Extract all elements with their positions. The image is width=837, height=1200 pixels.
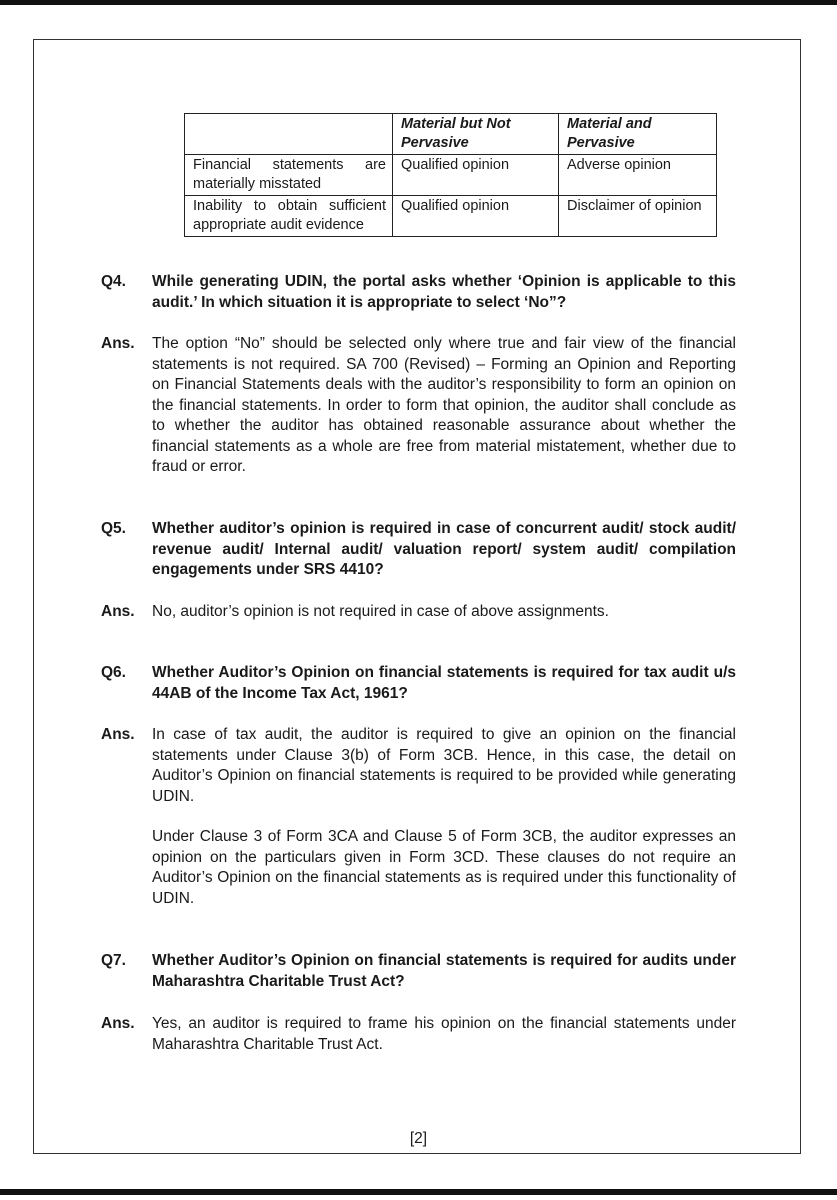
answer-q4 bbox=[101, 334, 736, 478]
answer-label: Ans. bbox=[101, 603, 135, 620]
question-q4 bbox=[101, 272, 736, 313]
question-q6 bbox=[101, 663, 736, 704]
table-header-cell: Material but Not Pervasive bbox=[393, 114, 559, 155]
question-text: Whether auditor’s opinion is required in case of concurrent audit/ stock audit/ revenue audit/ Internal audit/ valuation report/ system audit/ compilation engagements under SRS 4410? bbox=[152, 520, 736, 578]
question-q5 bbox=[101, 519, 736, 581]
question-label: Q5. bbox=[101, 520, 126, 537]
answer-q7 bbox=[101, 1014, 736, 1055]
page-number: [2] bbox=[409, 1130, 428, 1147]
table-header-row bbox=[185, 114, 717, 155]
answer-label: Ans. bbox=[101, 726, 135, 743]
table-header-cell bbox=[185, 114, 393, 155]
answer-paragraph: Under Clause 3 of Form 3CA and Clause 5 of Form 3CB, the auditor expresses an opinion on the particulars given in Form 3CD. These clauses do not require an Auditor’s Opinion on the financial statements as is required under this functionality of UDIN. bbox=[152, 828, 736, 907]
table-row bbox=[185, 155, 717, 196]
bottom-border-bar bbox=[0, 1189, 837, 1195]
answer-text: No, auditor’s opinion is not required in case of above assignments. bbox=[152, 603, 609, 620]
answer-label: Ans. bbox=[101, 335, 135, 352]
answer-text: The option “No” should be selected only where true and fair view of the financial statements is not required. SA 700 (Revised) – Forming an Opinion and Reporting on Financial Statements deals with the auditor’s responsibility to form an opinion on the financial statements. In order to form that opinion, the auditor shall conclude as to whether the auditor has obtained reasonable assurance about whether the financial statements as a whole are free from material mistatement, whether due to fraud or error. bbox=[152, 335, 736, 475]
question-label: Q6. bbox=[101, 664, 126, 681]
table-cell: Financial statements are materially misstated bbox=[185, 155, 393, 196]
table-cell: Inability to obtain sufficient appropriate audit evidence bbox=[185, 196, 393, 237]
question-text: Whether Auditor’s Opinion on financial statements is required for tax audit u/s 44AB of the Income Tax Act, 1961? bbox=[152, 664, 736, 702]
table-row bbox=[185, 196, 717, 237]
table-cell: Qualified opinion bbox=[393, 196, 559, 237]
question-text: Whether Auditor’s Opinion on financial statements is required for audits under Maharashtra Charitable Trust Act? bbox=[152, 952, 736, 990]
table-cell: Disclaimer of opinion bbox=[559, 196, 717, 237]
answer-text: Yes, an auditor is required to frame his opinion on the financial statements under Maharashtra Charitable Trust Act. bbox=[152, 1015, 736, 1053]
answer-text bbox=[152, 725, 736, 909]
answer-q5 bbox=[101, 602, 736, 623]
question-label: Q4. bbox=[101, 273, 126, 290]
top-border-bar bbox=[0, 0, 837, 5]
answer-q6 bbox=[101, 725, 736, 909]
question-q7 bbox=[101, 951, 736, 992]
opinion-table bbox=[184, 113, 717, 237]
table-header-cell: Material and Pervasive bbox=[559, 114, 717, 155]
answer-label: Ans. bbox=[101, 1015, 135, 1032]
question-text: While generating UDIN, the portal asks whether ‘Opinion is applicable to this audit.’ In which situation it is appropriate to select ‘No”? bbox=[152, 273, 736, 311]
answer-paragraph: In case of tax audit, the auditor is required to give an opinion on the financial statements under Clause 3(b) of Form 3CB. Hence, in this case, the detail on Auditor’s Opinion on financial statements is required to be provided while generating UDIN. bbox=[152, 726, 736, 805]
question-label: Q7. bbox=[101, 952, 126, 969]
table-cell: Adverse opinion bbox=[559, 155, 717, 196]
table-cell: Qualified opinion bbox=[393, 155, 559, 196]
